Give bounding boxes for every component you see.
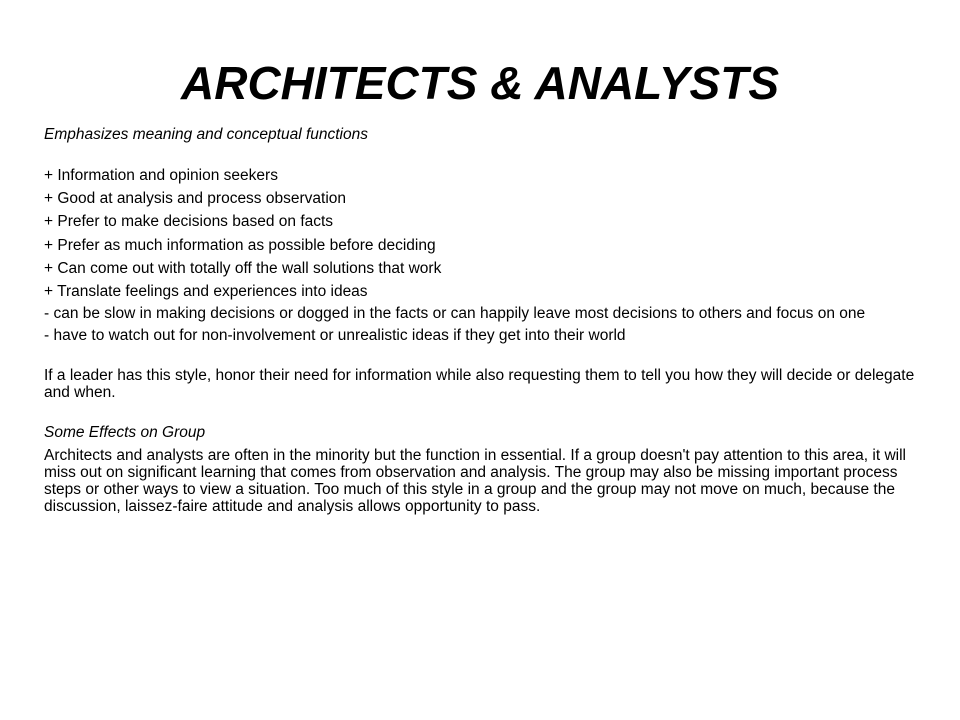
bullet-item: + Prefer to make decisions based on facts — [44, 213, 334, 231]
effects-heading: Some Effects on Group — [44, 424, 206, 442]
slide-title: ARCHITECTS & ANALYSTS — [181, 57, 779, 109]
bullet-item: + Can come out with totally off the wall solutions that work — [44, 259, 442, 277]
bullet-item: - have to watch out for non-involvement or unrealistic ideas if they get into their world — [44, 327, 626, 345]
slide-body — [44, 125, 924, 519]
bullet-item: + Translate feelings and experiences into ideas — [44, 282, 368, 300]
bullet-item: + Prefer as much information as possible before deciding — [44, 236, 436, 254]
slide-subtitle: Emphasizes meaning and conceptual functions — [44, 126, 368, 143]
bullet-item: + Good at analysis and process observation — [44, 190, 347, 208]
bullet-item: - can be slow in making decisions or dogged in the facts or can happily leave most decisions to others and focus on one — [44, 305, 866, 323]
effects-paragraph: Architects and analysts are often in the minority but the function in essential. If a group doesn't pay attention to this area, it will miss out on significant learning that comes from observation and analysis. The group may also be missing important process steps or other ways to view a situation. Too much of this style in a group and the group may not move on much, because the discussion, laissez-faire attitude and analysis allows opportunity to pass. — [44, 446, 906, 515]
bullet-item: + Information and opinion seekers — [44, 167, 278, 184]
leader-note: If a leader has this style, honor their need for information while also requesting them to tell you how they will decide or delegate and when. — [44, 367, 915, 402]
